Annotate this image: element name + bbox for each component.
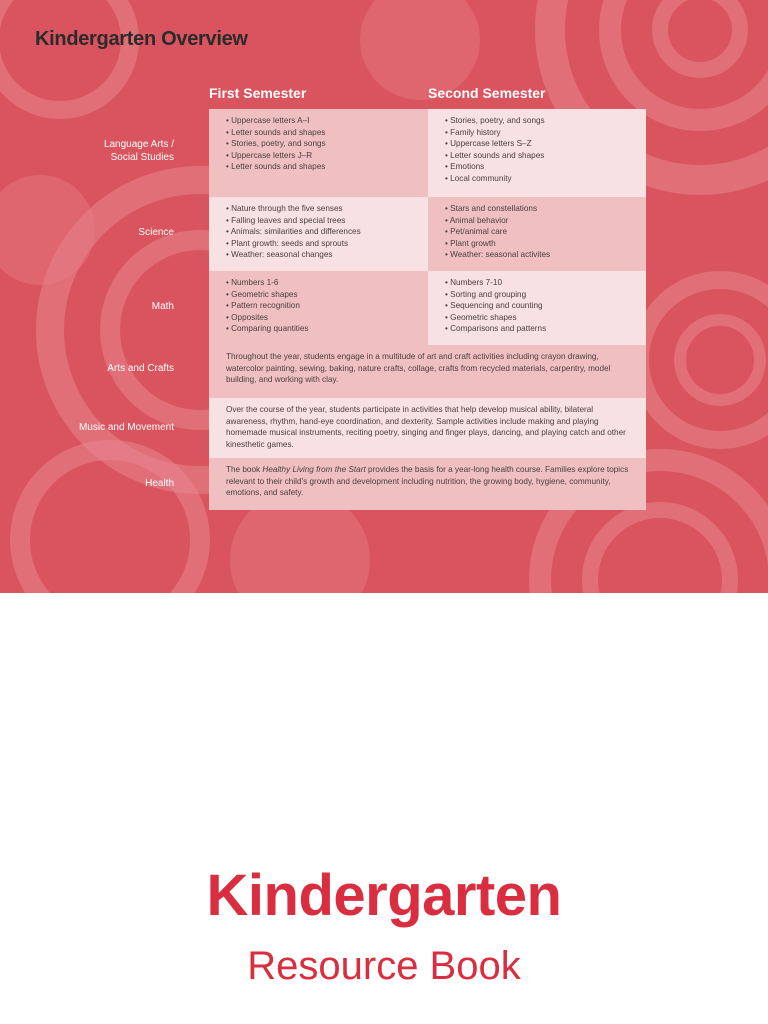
- list-item: • Comparing quantities: [226, 324, 309, 334]
- arts-description: Throughout the year, students engage in a multitude of art and craft activities including crayon drawing, watercolor painting, sewing, baking, nature crafts, collage, crafts from recycled materials, carpentry, model building, and working with clay.: [226, 352, 611, 385]
- list-item: • Local community: [445, 173, 512, 183]
- cell-science-second: [428, 197, 646, 271]
- list-item: • Letter sounds and shapes: [226, 162, 326, 172]
- list-item: • Numbers 1-6: [226, 278, 279, 287]
- row-label-line: Social Studies: [110, 152, 174, 163]
- health-book-title: Healthy Living from the Start: [262, 465, 366, 474]
- list-item: • Animal behavior: [445, 215, 509, 225]
- cell-health: [209, 458, 646, 510]
- cell-language-second: [428, 109, 646, 197]
- list-item: • Weather: seasonal activites: [445, 250, 551, 260]
- row-label-math: Math: [151, 301, 174, 312]
- cell-music-and-movement: [209, 398, 646, 458]
- music-description: Over the course of the year, students participate in activities that help develop musical ability, bilateral awareness, rhythm, hand-eye coordination, and dexterity. Sample activities include making and playing homemade musical instruments, reciting poetry, singing and finger plays, dancing, and playing catch and other kinesthetic games.: [226, 405, 626, 449]
- list-item: • Weather: seasonal changes: [226, 250, 333, 260]
- row-label-language-arts: [24, 138, 174, 164]
- list-item: • Uppercase letters J–R: [226, 150, 313, 160]
- list-item: • Opposites: [226, 312, 269, 322]
- health-text-after: provides the basis for a year-long health course. Families explore topics relevant to their child's growth and development including nutrition, the growing body, hygiene, community, emotions, and safety.: [226, 465, 629, 498]
- row-label-line: Language Arts /: [103, 139, 174, 150]
- list-item: • Geometric shapes: [445, 312, 517, 322]
- list-item: • Animals: similarities and differences: [226, 227, 361, 237]
- list-item: • Nature through the five senses: [226, 204, 343, 213]
- list-item: • Numbers 7-10: [445, 278, 503, 287]
- list-item: • Stories, poetry, and songs: [226, 139, 326, 149]
- health-description: [226, 464, 636, 499]
- row-label-arts-and-crafts: Arts and Crafts: [107, 363, 174, 374]
- list-item: • Uppercase letters A–I: [226, 116, 310, 125]
- list-item: • Stars and constellations: [445, 204, 538, 213]
- health-text-before: The book: [226, 465, 263, 474]
- page-title: Kindergarten Overview: [35, 28, 248, 50]
- list-item: • Stories, poetry, and songs: [445, 116, 545, 125]
- first-semester-heading: First Semester: [209, 85, 307, 101]
- cover-title: Kindergarten: [206, 863, 562, 928]
- cell-math-second: [428, 271, 646, 345]
- cell-science-first: [209, 197, 428, 271]
- list-item: • Plant growth: [445, 238, 496, 248]
- list-item: • Plant growth: seeds and sprouts: [226, 238, 349, 248]
- list-item: • Pet/animal care: [445, 227, 508, 237]
- list-item: • Sorting and grouping: [445, 289, 527, 299]
- row-label-music-and-movement: Music and Movement: [78, 422, 174, 433]
- second-semester-heading: Second Semester: [428, 85, 546, 101]
- list-item: • Falling leaves and special trees: [226, 215, 346, 225]
- cover-subtitle: Resource Book: [247, 944, 521, 988]
- list-item: • Letter sounds and shapes: [226, 127, 326, 137]
- list-item: • Comparisons and patterns: [445, 324, 547, 334]
- cell-math-first: [209, 271, 428, 345]
- list-item: • Pattern recognition: [226, 301, 300, 311]
- cell-arts-and-crafts: [209, 345, 646, 398]
- list-item: • Sequencing and counting: [445, 301, 543, 311]
- row-label-science: Science: [138, 227, 174, 238]
- list-item: • Emotions: [445, 162, 485, 172]
- row-label-health: Health: [145, 478, 174, 489]
- list-item: • Uppercase letters S–Z: [445, 139, 532, 149]
- list-item: • Family history: [445, 127, 501, 137]
- list-item: • Letter sounds and shapes: [445, 150, 545, 160]
- cell-language-first: [209, 109, 428, 197]
- list-item: • Geometric shapes: [226, 289, 298, 299]
